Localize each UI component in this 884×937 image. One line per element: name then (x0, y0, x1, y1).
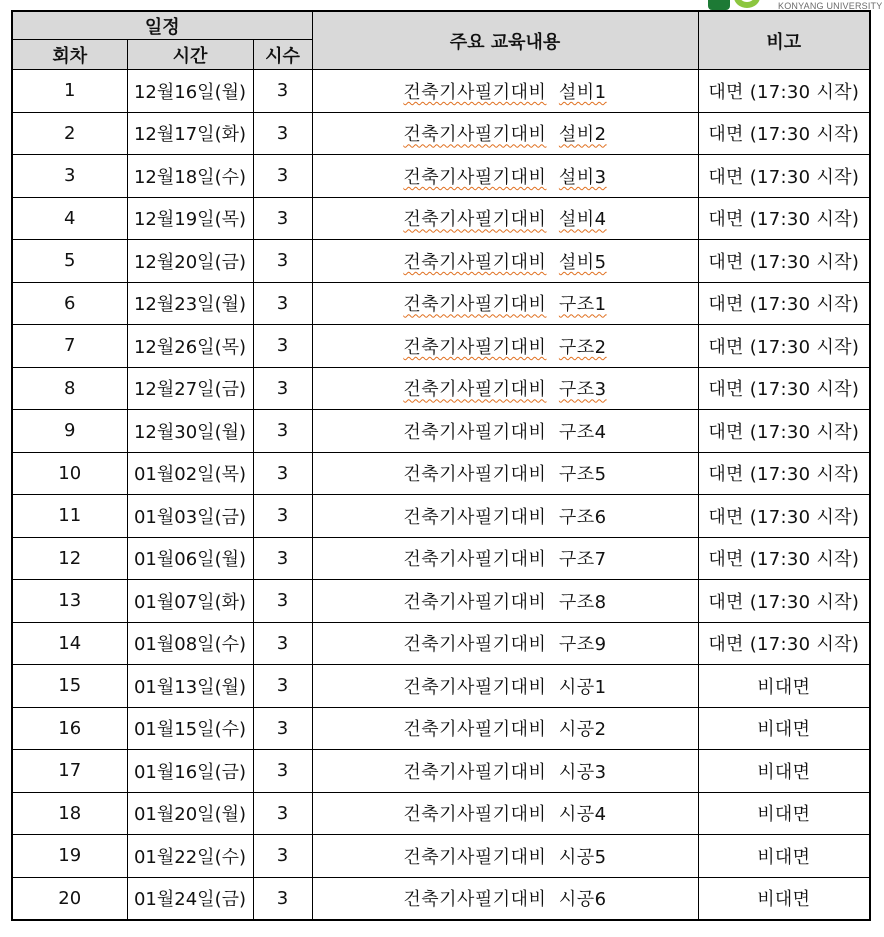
hours-cell: 3 (253, 622, 312, 665)
note-cell: 비대면 (698, 792, 870, 835)
content-subject: 설비1 (558, 81, 607, 103)
hours-cell: 3 (253, 197, 312, 240)
round-cell: 20 (12, 877, 127, 920)
note-cell: 비대면 (698, 750, 870, 793)
date-cell: 01월06일(월) (127, 537, 253, 580)
round-cell: 18 (12, 792, 127, 835)
content-subject: 구조7 (558, 549, 607, 571)
hours-cell: 3 (253, 792, 312, 835)
hours-cell: 3 (253, 410, 312, 453)
content-subject: 시공3 (558, 761, 607, 783)
content-subject: 시공2 (558, 719, 607, 741)
content-prefix: 건축기사필기대비 (403, 166, 547, 188)
time-header: 시간 (127, 40, 253, 70)
note-cell: 대면 (17:30 시작) (698, 70, 870, 113)
hours-cell: 3 (253, 112, 312, 155)
hours-cell: 3 (253, 665, 312, 708)
table-row (12, 537, 870, 580)
table-row (12, 410, 870, 453)
date-cell: 01월16일(금) (127, 750, 253, 793)
date-cell: 12월20일(금) (127, 240, 253, 283)
content-cell (312, 112, 698, 155)
content-prefix: 건축기사필기대비 (403, 889, 547, 911)
table-row (12, 112, 870, 155)
note-cell: 대면 (17:30 시작) (698, 537, 870, 580)
round-cell: 16 (12, 707, 127, 750)
date-cell: 12월30일(월) (127, 410, 253, 453)
date-cell: 12월26일(목) (127, 325, 253, 368)
hours-cell: 3 (253, 537, 312, 580)
date-cell: 01월20일(월) (127, 792, 253, 835)
content-subject: 구조6 (558, 506, 607, 528)
table-row (12, 70, 870, 113)
table-row (12, 877, 870, 920)
table-row (12, 495, 870, 538)
table-row (12, 240, 870, 283)
note-cell: 대면 (17:30 시작) (698, 325, 870, 368)
note-cell: 비대면 (698, 707, 870, 750)
round-cell: 5 (12, 240, 127, 283)
content-prefix: 건축기사필기대비 (403, 719, 547, 741)
table-header (12, 11, 870, 70)
date-cell: 12월19일(목) (127, 197, 253, 240)
date-cell: 01월24일(금) (127, 877, 253, 920)
hours-cell: 3 (253, 70, 312, 113)
round-cell: 17 (12, 750, 127, 793)
content-prefix: 건축기사필기대비 (403, 549, 547, 571)
round-cell: 8 (12, 367, 127, 410)
hours-cell: 3 (253, 325, 312, 368)
note-cell: 대면 (17:30 시작) (698, 112, 870, 155)
date-cell: 01월03일(금) (127, 495, 253, 538)
round-cell: 14 (12, 622, 127, 665)
note-cell: 대면 (17:30 시작) (698, 452, 870, 495)
content-prefix: 건축기사필기대비 (403, 81, 547, 103)
content-cell (312, 665, 698, 708)
hours-cell: 3 (253, 452, 312, 495)
round-cell: 3 (12, 155, 127, 198)
ky-logo-icon (708, 0, 762, 10)
table-row (12, 580, 870, 623)
table-row (12, 750, 870, 793)
note-cell: 대면 (17:30 시작) (698, 367, 870, 410)
date-cell: 01월22일(수) (127, 835, 253, 878)
content-prefix: 건축기사필기대비 (403, 294, 547, 316)
content-prefix: 건축기사필기대비 (403, 591, 547, 613)
content-cell (312, 622, 698, 665)
note-cell: 대면 (17:30 시작) (698, 282, 870, 325)
content-prefix: 건축기사필기대비 (403, 506, 547, 528)
content-cell (312, 325, 698, 368)
content-cell (312, 707, 698, 750)
schedule-table (11, 10, 871, 921)
content-prefix: 건축기사필기대비 (403, 464, 547, 486)
note-header: 비고 (698, 11, 870, 70)
table-body (12, 70, 870, 921)
note-cell: 대면 (17:30 시작) (698, 580, 870, 623)
date-cell: 12월23일(월) (127, 282, 253, 325)
content-cell (312, 537, 698, 580)
table-row (12, 197, 870, 240)
content-subject: 구조4 (558, 421, 607, 443)
note-cell: 대면 (17:30 시작) (698, 622, 870, 665)
content-prefix: 건축기사필기대비 (403, 846, 547, 868)
date-cell: 12월17일(화) (127, 112, 253, 155)
date-cell: 01월08일(수) (127, 622, 253, 665)
content-cell (312, 155, 698, 198)
content-cell (312, 240, 698, 283)
content-cell (312, 410, 698, 453)
round-cell: 13 (12, 580, 127, 623)
hours-cell: 3 (253, 367, 312, 410)
content-prefix: 건축기사필기대비 (403, 676, 547, 698)
content-prefix: 건축기사필기대비 (403, 124, 547, 146)
date-cell: 12월18일(수) (127, 155, 253, 198)
content-subject: 설비5 (558, 251, 607, 273)
table-row (12, 367, 870, 410)
schedule-group-header: 일정 (12, 11, 312, 40)
content-cell (312, 835, 698, 878)
content-subject: 설비2 (558, 124, 607, 146)
hours-cell: 3 (253, 282, 312, 325)
hours-cell: 3 (253, 240, 312, 283)
table-row (12, 325, 870, 368)
content-subject: 구조5 (558, 464, 607, 486)
content-prefix: 건축기사필기대비 (403, 209, 547, 231)
content-subject: 구조1 (558, 294, 607, 316)
content-subject: 시공6 (558, 889, 607, 911)
content-subject: 구조3 (558, 379, 607, 401)
date-cell: 12월27일(금) (127, 367, 253, 410)
note-cell: 대면 (17:30 시작) (698, 155, 870, 198)
round-cell: 10 (12, 452, 127, 495)
content-subject: 구조8 (558, 591, 607, 613)
round-cell: 2 (12, 112, 127, 155)
content-subject: 설비3 (558, 166, 607, 188)
hours-cell: 3 (253, 750, 312, 793)
date-cell: 01월02일(목) (127, 452, 253, 495)
content-prefix: 건축기사필기대비 (403, 804, 547, 826)
hours-cell: 3 (253, 877, 312, 920)
content-cell (312, 367, 698, 410)
table-row (12, 452, 870, 495)
date-cell: 01월07일(화) (127, 580, 253, 623)
round-cell: 6 (12, 282, 127, 325)
content-subject: 구조2 (558, 336, 607, 358)
content-prefix: 건축기사필기대비 (403, 336, 547, 358)
table-row (12, 665, 870, 708)
note-cell: 대면 (17:30 시작) (698, 197, 870, 240)
table-row (12, 282, 870, 325)
round-cell: 19 (12, 835, 127, 878)
table-row (12, 622, 870, 665)
round-header: 회차 (12, 40, 127, 70)
round-cell: 9 (12, 410, 127, 453)
content-cell (312, 452, 698, 495)
content-subject: 시공1 (558, 676, 607, 698)
content-prefix: 건축기사필기대비 (403, 421, 547, 443)
hours-cell: 3 (253, 707, 312, 750)
content-subject: 시공4 (558, 804, 607, 826)
content-cell (312, 495, 698, 538)
round-cell: 1 (12, 70, 127, 113)
hours-header: 시수 (253, 40, 312, 70)
date-cell: 12월16일(월) (127, 70, 253, 113)
hours-cell: 3 (253, 835, 312, 878)
content-cell (312, 750, 698, 793)
note-cell: 비대면 (698, 665, 870, 708)
round-cell: 11 (12, 495, 127, 538)
content-prefix: 건축기사필기대비 (403, 379, 547, 401)
date-cell: 01월15일(수) (127, 707, 253, 750)
content-cell (312, 877, 698, 920)
note-cell: 대면 (17:30 시작) (698, 410, 870, 453)
note-cell: 비대면 (698, 877, 870, 920)
round-cell: 15 (12, 665, 127, 708)
content-cell (312, 792, 698, 835)
content-subject: 구조9 (558, 634, 607, 656)
content-cell (312, 197, 698, 240)
content-prefix: 건축기사필기대비 (403, 634, 547, 656)
content-subject: 시공5 (558, 846, 607, 868)
round-cell: 12 (12, 537, 127, 580)
hours-cell: 3 (253, 580, 312, 623)
date-cell: 01월13일(월) (127, 665, 253, 708)
table-row (12, 835, 870, 878)
table-row (12, 792, 870, 835)
round-cell: 4 (12, 197, 127, 240)
table-row (12, 155, 870, 198)
hours-cell: 3 (253, 495, 312, 538)
content-prefix: 건축기사필기대비 (403, 761, 547, 783)
content-prefix: 건축기사필기대비 (403, 251, 547, 273)
content-cell (312, 282, 698, 325)
content-cell (312, 580, 698, 623)
note-cell: 대면 (17:30 시작) (698, 495, 870, 538)
round-cell: 7 (12, 325, 127, 368)
content-cell (312, 70, 698, 113)
note-cell: 대면 (17:30 시작) (698, 240, 870, 283)
content-subject: 설비4 (558, 209, 607, 231)
university-name: KONYANG UNIVERSITY (778, 1, 883, 11)
note-cell: 비대면 (698, 835, 870, 878)
hours-cell: 3 (253, 155, 312, 198)
table-row (12, 707, 870, 750)
content-header: 주요 교육내용 (312, 11, 698, 70)
